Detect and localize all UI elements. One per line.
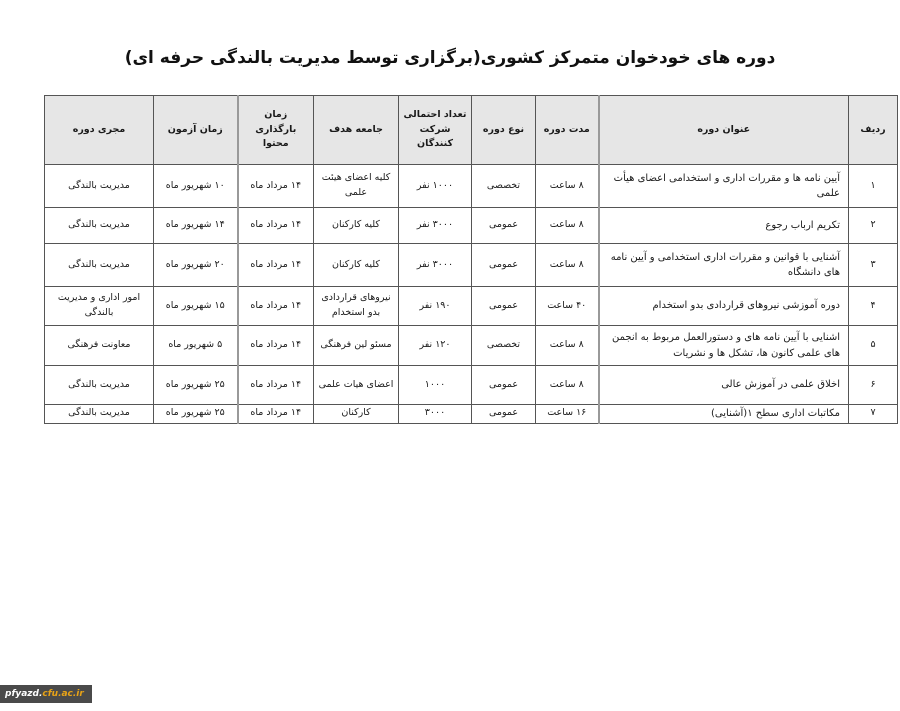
- table-row: [45, 326, 898, 366]
- cell-course-title: اشنایی با آیین نامه های و دستورالعمل مربوط به انجمن های علمی کانون ها، تشکل ها و نشریات: [599, 326, 849, 366]
- cell-target-group: کلیه کارکنان: [314, 208, 399, 244]
- cell-row-no: ۳: [849, 244, 898, 287]
- cell-target-group: مسئو لین فرهنگی: [314, 326, 399, 366]
- cell-exam-time: ۲۵ شهریور ماه: [154, 366, 238, 405]
- cell-organizer: امور اداری و مدیریت بالندگی: [45, 287, 154, 326]
- cell-exam-time: ۱۵ شهریور ماه: [154, 287, 238, 326]
- cell-row-no: ۱: [849, 165, 898, 208]
- cell-course-title: مکاتبات اداری سطح ۱(آشنایی): [599, 405, 849, 424]
- watermark-part-1: pfyazd.: [5, 689, 43, 699]
- cell-course-title: تکریم ارباب رجوع: [599, 208, 849, 244]
- cell-target-group: اعضای هیات علمی: [314, 366, 399, 405]
- cell-participants: ۳۰۰۰ نفر: [399, 244, 472, 287]
- cell-participants: ۳۰۰۰ نفر: [399, 208, 472, 244]
- cell-target-group: کارکنان: [314, 405, 399, 424]
- header-participants: تعداد احتمالی شرکت کنندگان: [399, 96, 472, 165]
- cell-content-upload: ۱۴ مرداد ماه: [238, 366, 314, 405]
- table-header-row: [45, 96, 898, 165]
- cell-duration: ۴۰ ساعت: [536, 287, 599, 326]
- header-content-upload: زمان بارگذاری محتوا: [238, 96, 314, 165]
- header-target-group: جامعه هدف: [314, 96, 399, 165]
- cell-row-no: ۵: [849, 326, 898, 366]
- cell-content-upload: ۱۴ مرداد ماه: [238, 165, 314, 208]
- cell-organizer: مدیریت بالندگی: [45, 165, 154, 208]
- page-title: دوره های خودخوان متمرکز کشوری(برگزاری توسط مدیریت بالندگی حرفه ای): [124, 48, 776, 68]
- watermark-part-2: cfu.ac.ir: [42, 689, 84, 699]
- cell-content-upload: ۱۴ مرداد ماه: [238, 208, 314, 244]
- cell-course-type: عمومی: [472, 366, 536, 405]
- cell-content-upload: ۱۴ مرداد ماه: [238, 326, 314, 366]
- cell-exam-time: ۱۴ شهریور ماه: [154, 208, 238, 244]
- cell-course-type: عمومی: [472, 405, 536, 424]
- cell-organizer: مدیریت بالندگی: [45, 405, 154, 424]
- cell-exam-time: ۱۰ شهریور ماه: [154, 165, 238, 208]
- header-organizer: مجری دوره: [45, 96, 154, 165]
- table-row: [45, 165, 898, 208]
- cell-row-no: ۷: [849, 405, 898, 424]
- cell-exam-time: ۲۰ شهریور ماه: [154, 244, 238, 287]
- cell-row-no: ۶: [849, 366, 898, 405]
- cell-row-no: ۲: [849, 208, 898, 244]
- cell-course-type: تخصصی: [472, 165, 536, 208]
- cell-content-upload: ۱۴ مرداد ماه: [238, 287, 314, 326]
- cell-participants: ۱۹۰ نفر: [399, 287, 472, 326]
- cell-participants: ۳۰۰۰: [399, 405, 472, 424]
- cell-content-upload: ۱۴ مرداد ماه: [238, 405, 314, 424]
- cell-participants: ۱۲۰ نفر: [399, 326, 472, 366]
- cell-participants: ۱۰۰۰: [399, 366, 472, 405]
- cell-duration: ۸ ساعت: [536, 244, 599, 287]
- cell-duration: ۸ ساعت: [536, 208, 599, 244]
- cell-row-no: ۴: [849, 287, 898, 326]
- cell-target-group: کلیه کارکنان: [314, 244, 399, 287]
- cell-course-type: تخصصی: [472, 326, 536, 366]
- header-course-type: نوع دوره: [472, 96, 536, 165]
- header-row-no: ردیف: [849, 96, 898, 165]
- cell-course-title: اخلاق علمی در آموزش عالی: [599, 366, 849, 405]
- cell-organizer: مدیریت بالندگی: [45, 244, 154, 287]
- cell-duration: ۸ ساعت: [536, 366, 599, 405]
- cell-organizer: معاونت فرهنگی: [45, 326, 154, 366]
- header-exam-time: زمان آزمون: [154, 96, 238, 165]
- cell-course-title: آشنایی با قوانین و مقررات اداری استخدامی و آیین نامه های دانشگاه: [599, 244, 849, 287]
- cell-participants: ۱۰۰۰ نفر: [399, 165, 472, 208]
- header-course-title: عنوان دوره: [599, 96, 849, 165]
- cell-target-group: نیروهای قراردادی بدو استخدام: [314, 287, 399, 326]
- cell-organizer: مدیریت بالندگی: [45, 208, 154, 244]
- site-watermark: [0, 685, 92, 703]
- cell-course-title: آیین نامه ها و مقررات اداری و استخدامی اعضای هیأت علمی: [599, 165, 849, 208]
- header-duration: مدت دوره: [536, 96, 599, 165]
- cell-duration: ۸ ساعت: [536, 165, 599, 208]
- cell-target-group: کلیه اعضای هیئت علمی: [314, 165, 399, 208]
- table-row: [45, 405, 898, 424]
- table-row: [45, 287, 898, 326]
- cell-exam-time: ۲۵ شهریور ماه: [154, 405, 238, 424]
- cell-exam-time: ۵ شهریور ماه: [154, 326, 238, 366]
- cell-content-upload: ۱۴ مرداد ماه: [238, 244, 314, 287]
- cell-course-type: عمومی: [472, 287, 536, 326]
- cell-course-type: عمومی: [472, 208, 536, 244]
- table-row: [45, 366, 898, 405]
- courses-table: [44, 95, 898, 424]
- cell-course-type: عمومی: [472, 244, 536, 287]
- table-row: [45, 208, 898, 244]
- cell-organizer: مدیریت بالندگی: [45, 366, 154, 405]
- cell-course-title: دوره آموزشی نیروهای قراردادی بدو استخدام: [599, 287, 849, 326]
- cell-duration: ۸ ساعت: [536, 326, 599, 366]
- table-row: [45, 244, 898, 287]
- cell-duration: ۱۶ ساعت: [536, 405, 599, 424]
